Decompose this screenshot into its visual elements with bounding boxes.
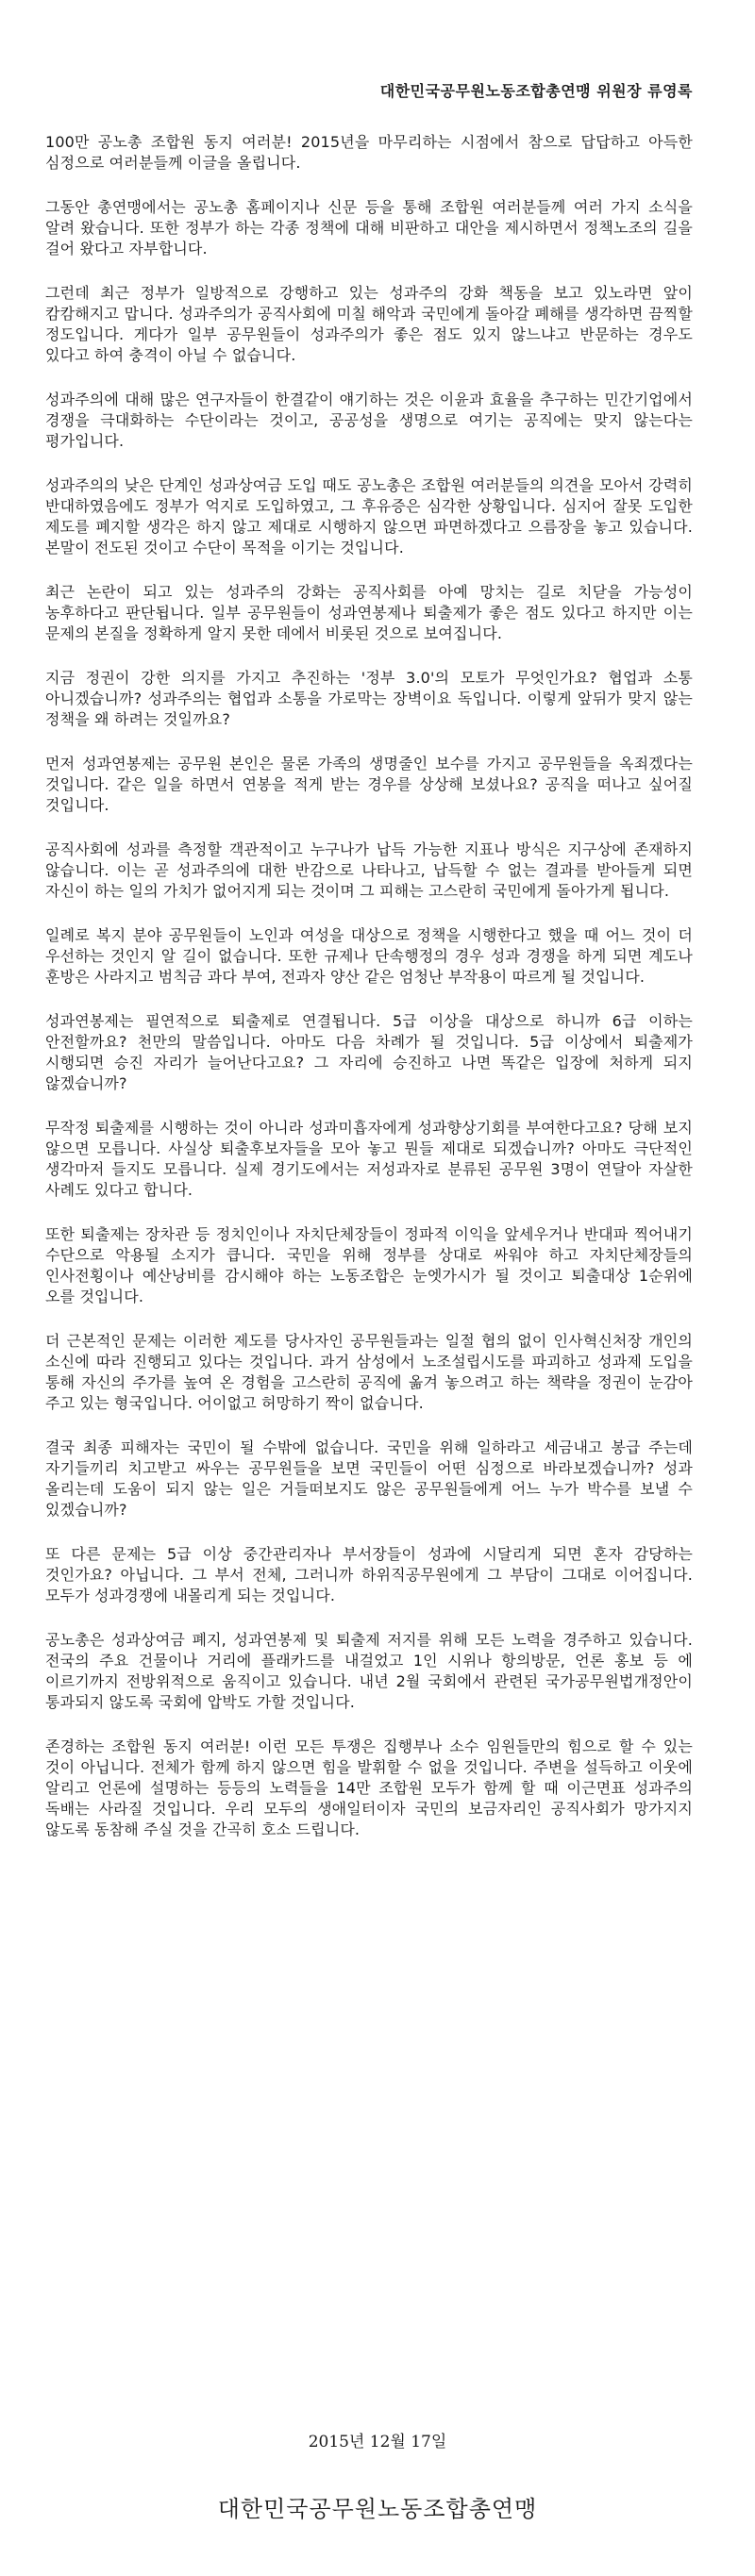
paragraph: 성과연봉제는 필연적으로 퇴출제로 연결됩니다. 5급 이상을 대상으로 하니까 6급 이하는 안전할까요? 천만의 말씀입니다. 아마도 다음 차례가 될 것입니다. 5급 이상에서 퇴출제가 시행되면 승진 자리가 늘어난다고요? 그 자리에 승진하고 나면 똑같은 입장에 처하게 되지 않겠습니까? <box>45 1012 693 1092</box>
paragraph: 그동안 총연맹에서는 공노총 홈페이지나 신문 등을 통해 조합원 여러분들께 여러 가지 소식을 알려 왔습니다. 또한 정부가 하는 각종 정책에 대해 비판하고 대안을 제시하면서 정책노조의 길을 걸어 왔다고 자부합니다. <box>45 198 693 258</box>
paragraph: 결국 최종 피해자는 국민이 될 수밖에 없습니다. 국민을 위해 일하라고 세금내고 봉급 주는데 자기들끼리 치고받고 싸우는 공무원들을 보면 국민들이 어떤 심정으로 바라보겠습니까? 성과 올리는데 도움이 되지 않는 일은 거들떠보지도 않은 공무원들에게 어느 누가 박수를 보낼 수 있겠습니까? <box>45 1438 693 1519</box>
letter-date: 2015년 12월 17일 <box>308 2433 447 2451</box>
paragraph-closing: 존경하는 조합원 동지 여러분! 이런 모든 투쟁은 집행부나 소수 임원들만의 힘으로 할 수 있는 것이 아닙니다. 전체가 함께 하지 않으면 힘을 발휘할 수 없을 것입니다. 주변을 설득하고 이웃에 알리고 언론에 설명하는 등등의 노력들을 14만 조합원 모두가 함께 할 때 이근면표 성과주의 독배는 사라질 것입니다. 우리 모두의 생애일터이자 국민의 보금자리인 공직사회가 망가지지 않도록 동참해 주실 것을 간곡히 호소 드립니다. <box>45 1737 693 1838</box>
paragraph: 또한 퇴출제는 장차관 등 정치인이나 자치단체장들이 정파적 이익을 앞세우거나 반대파 찍어내기 수단으로 악용될 소지가 큽니다. 국민을 위해 정부를 상대로 싸워야 하고 자치단체장들의 인사전횡이나 예산낭비를 감시해야 하는 노동조합은 눈엣가시가 될 것이고 퇴출대상 1순위에 오를 것입니다. <box>45 1225 693 1305</box>
paragraph: 지금 정권이 강한 의지를 가지고 추진하는 '정부 3.0'의 모토가 무엇인가요? 협업과 소통 아니겠습니까? 성과주의는 협업과 소통을 가로막는 장벽이요 독입니다. 이렇게 앞뒤가 맞지 않는 정책을 왜 하려는 것일까요? <box>45 669 693 728</box>
paragraph: 무작정 퇴출제를 시행하는 것이 아니라 성과미흡자에게 성과향상기회를 부여한다고요? 당해 보지 않으면 모릅니다. 사실상 퇴출후보자들을 모아 놓고 뭔들 제대로 되겠습니까? 아마도 극단적인 생각마저 들지도 모릅니다. 실제 경기도에서는 저성과자로 분류된 공무원 3명이 연달아 자살한 사례도 있다고 합니다. <box>45 1119 693 1199</box>
author-line: 대한민국공무원노동조합총연맹 위원장 류영록 <box>379 82 693 100</box>
paragraph: 성과주의에 대해 많은 연구자들이 한결같이 얘기하는 것은 이윤과 효율을 추구하는 민간기업에서 경쟁을 극대화하는 수단이라는 것이고, 공공성을 생명으로 여기는 공직에는 맞지 않는다는 평가입니다. <box>45 391 693 450</box>
paragraph: 공직사회에 성과를 측정할 객관적이고 누구나가 납득 가능한 지표나 방식은 지구상에 존재하지 않습니다. 이는 곧 성과주의에 대한 반감으로 나타나고, 납득할 수 없는 결과를 받아들게 되면 자신이 하는 일의 가치가 없어지게 되는 것이며 그 피해는 고스란히 국민에게 돌아가게 됩니다. <box>45 840 693 900</box>
paragraph: 더 근본적인 문제는 이러한 제도를 당사자인 공무원들과는 일절 협의 없이 인사혁신처장 개인의 소신에 따라 진행되고 있다는 것입니다. 과거 삼성에서 노조설립시도를 파괴하고 성과제 도입을 통해 자신의 주가를 높여 온 경험을 고스란히 공직에 옮겨 놓으려고 하는 책략을 정권이 눈감아 주고 있는 형국입니다. 어이없고 허망하기 짝이 없습니다. <box>45 1332 693 1412</box>
paragraph: 또 다른 문제는 5급 이상 중간관리자나 부서장들이 성과에 시달리게 되면 혼자 감당하는 것인가요? 아닙니다. 그 부서 전체, 그러니까 하위직공무원에게 그 부담이 그대로 이어집니다. 모두가 성과경쟁에 내몰리게 되는 것입니다. <box>45 1545 693 1604</box>
paragraph: 성과주의의 낮은 단계인 성과상여금 도입 때도 공노총은 조합원 여러분들의 의견을 모아서 강력히 반대하였음에도 정부가 억지로 도입하였고, 그 후유증은 심각한 상황입니다. 심지어 잘못 도입한 제도를 폐지할 생각은 하지 않고 제대로 시행하지 않으면 파면하겠다고 으름장을 놓고 있습니다. 본말이 전도된 것이고 수단이 목적을 이기는 것입니다. <box>45 476 693 557</box>
paragraph: 먼저 성과연봉제는 공무원 본인은 물론 가족의 생명줄인 보수를 가지고 공무원들을 옥죄겠다는 것입니다. 같은 일을 하면서 연봉을 적게 받는 경우를 상상해 보셨나요? 공직을 떠나고 싶어질 것입니다. <box>45 755 693 814</box>
paragraph: 그런데 최근 정부가 일방적으로 강행하고 있는 성과주의 강화 책동을 보고 있노라면 앞이 캄캄해지고 맙니다. 성과주의가 공직사회에 미칠 해악과 국민에게 돌아갈 폐해를 생각하면 끔찍할 정도입니다. 게다가 일부 공무원들이 성과주의가 좋은 점도 있지 않느냐고 반문하는 경우도 있다고 하여 충격이 아닐 수 없습니다. <box>45 284 693 364</box>
organization-signature: 대한민국공무원노동조합총연맹 <box>217 2496 538 2522</box>
paragraph: 최근 논란이 되고 있는 성과주의 강화는 공직사회를 아예 망치는 길로 치닫을 가능성이 농후하다고 판단됩니다. 일부 공무원들이 성과연봉제나 퇴출제가 좋은 점도 있다고 하지만 이는 문제의 본질을 정확하게 알지 못한 데에서 비롯된 것으로 보여집니다. <box>45 583 693 642</box>
paragraph-greeting: 100만 공노총 조합원 동지 여러분! 2015년을 마무리하는 시점에서 참으로 답답하고 아득한 심정으로 여러분들께 이글을 올립니다. <box>45 133 693 172</box>
letter-body <box>45 132 693 1864</box>
paragraph: 일례로 복지 분야 공무원들이 노인과 여성을 대상으로 정책을 시행한다고 했을 때 어느 것이 더 우선하는 것인지 알 길이 없습니다. 또한 규제나 단속행정의 경우 성과 경쟁을 하게 되면 계도나 훈방은 사라지고 범칙금 과다 부여, 전과자 양산 같은 엄청난 부작용이 따르게 될 것입니다. <box>45 926 693 986</box>
paragraph: 공노총은 성과상여금 폐지, 성과연봉제 및 퇴출제 저지를 위해 모든 노력을 경주하고 있습니다. 전국의 주요 건물이나 거리에 플래카드를 내걸었고 1인 시위나 항의방문, 언론 홍보 등 에 이르기까지 전방위적으로 움직이고 있습니다. 내년 2월 국회에서 관련된 국가공무원법개정안이 통과되지 않도록 국회에 압박도 가할 것입니다. <box>45 1631 693 1711</box>
